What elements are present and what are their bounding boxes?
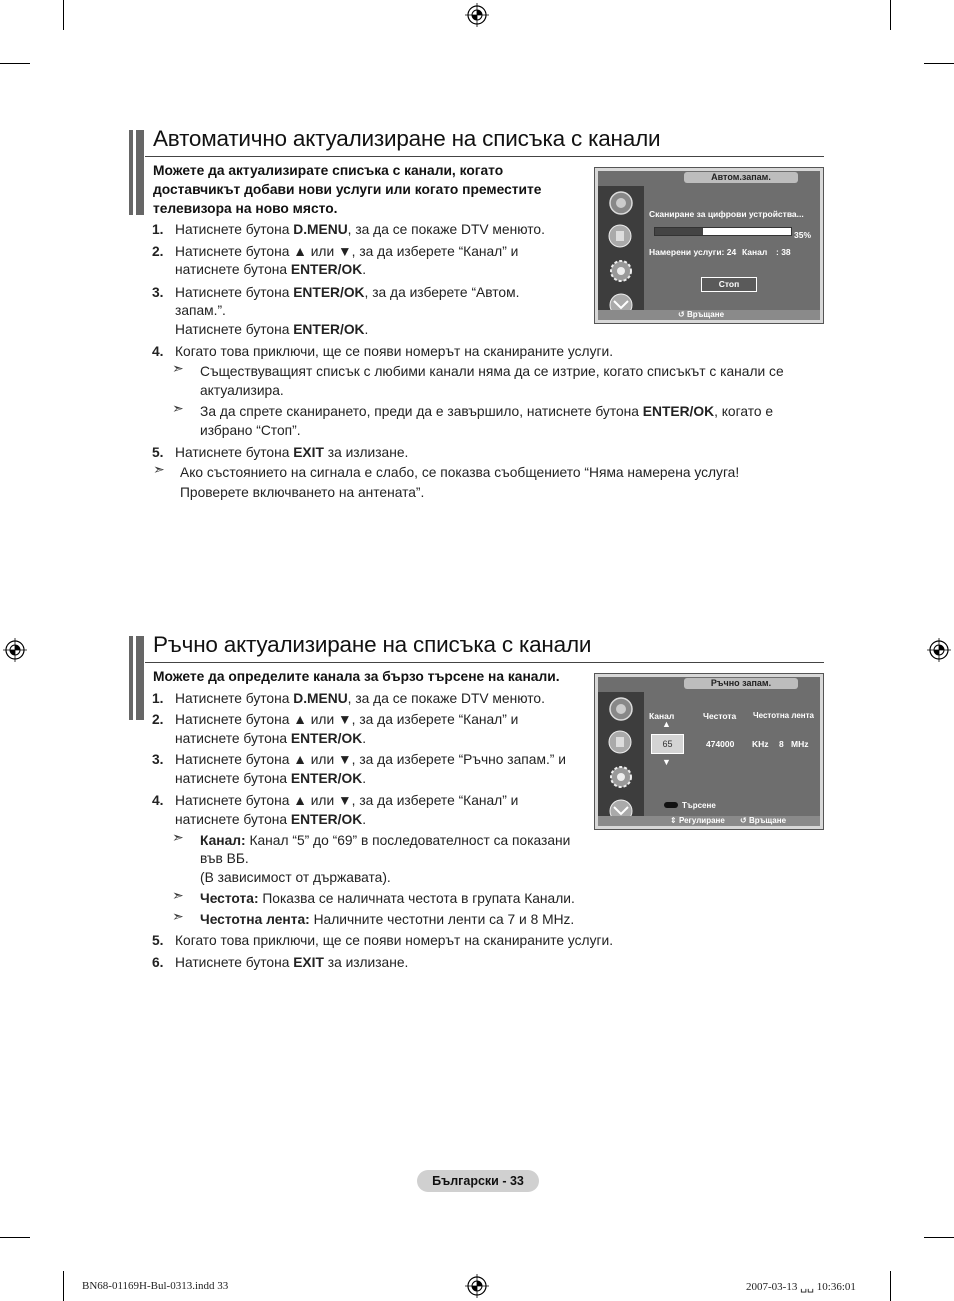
registration-mark-icon [465, 3, 489, 27]
setup-menu-icon [606, 763, 636, 791]
setup-menu-icon [606, 257, 636, 285]
progress-bar [654, 227, 792, 236]
crop-mark [63, 1271, 64, 1301]
step-text: запам.”. [175, 303, 226, 318]
footer-date: 2007-03-13 ␣␣ 10:36:01 [746, 1281, 856, 1293]
adjust-hint: ⇕ Регулиране [670, 816, 725, 825]
note-text: във ВБ. [200, 851, 249, 866]
section-title: Ръчно актуализиране на списъка с канали [153, 632, 592, 657]
step-number: 5. [152, 445, 164, 460]
frequency-value: 474000 [706, 739, 735, 749]
note-text: (В зависимост от държавата). [200, 870, 391, 885]
step-number: 3. [152, 752, 164, 767]
step-text: Натиснете бутона ENTER/OK, за да изберете “Автом. [175, 285, 520, 300]
page-number: Български - 33 [417, 1170, 539, 1192]
footer-file: BN68-01169H-Bul-0313.indd 33 [82, 1280, 229, 1292]
note-text: актуализира. [200, 383, 284, 398]
progress-label: 35% [794, 230, 812, 240]
note-text: Канал: Канал “5” до “69” в последователност са показани [200, 833, 571, 848]
note-text: Честота: Показва се наличната честота в групата Канали. [200, 891, 575, 906]
step-number: 1. [152, 691, 164, 706]
crop-mark [890, 1271, 891, 1301]
menu-footer [598, 310, 820, 320]
picture-menu-icon [606, 695, 636, 723]
step-text: Когато това приключи, ще се появи номерът на сканираните услуги. [175, 933, 614, 948]
step-number: 1. [152, 222, 164, 237]
channel-label: Канал [742, 247, 768, 257]
found-services: Намерени услуги: 24 [649, 247, 737, 257]
bandwidth-unit: MHz [791, 739, 809, 749]
section-intro: Можете да актуализирате списъка с канали, когато доставчикът добави нови услуги или когато преместите телевизора на ново място. [153, 163, 542, 216]
section-title: Автоматично актуализиране на списъка с канали [153, 126, 661, 151]
crop-mark [0, 1237, 30, 1238]
search-hint: Търсене [682, 801, 716, 810]
bandwidth-value: 8 [779, 739, 784, 749]
stop-button[interactable]: Стоп [701, 277, 757, 292]
note-text: избрано “Стоп”. [200, 423, 301, 438]
section-rule [145, 662, 824, 663]
column-bandwidth: Честотна лента [753, 711, 814, 720]
tv-menu-auto-store [594, 167, 824, 324]
crop-mark [890, 0, 891, 30]
section-accent-bar [129, 130, 144, 215]
channel-value-field[interactable]: 65 [651, 734, 684, 754]
step-text: Натиснете бутона D.MENU, за да се покаже DTV менюто. [175, 691, 545, 706]
step-number: 6. [152, 955, 164, 970]
arrow-up-icon[interactable]: ▲ [662, 719, 671, 729]
crop-mark [924, 63, 954, 64]
frequency-unit: KHz [752, 739, 769, 749]
sound-menu-icon [606, 223, 636, 251]
step-text: Натиснете бутона EXIT за излизане. [175, 445, 409, 460]
sound-menu-icon [606, 729, 636, 757]
registration-mark-icon [3, 638, 27, 662]
menu-footer [598, 816, 820, 826]
menu-sidebar [598, 692, 644, 816]
menu-title: Автом.запам. [684, 172, 798, 183]
step-text: Натиснете бутона ▲ или ▼, за да изберете “Ръчно запам.” и [175, 752, 566, 767]
note-text: Проверете включването на антената”. [180, 485, 425, 500]
channel-value: : 38 [776, 247, 791, 257]
step-number: 5. [152, 933, 164, 948]
note-arrow-icon: ➣ [172, 400, 184, 416]
column-frequency: Честота [703, 711, 737, 721]
crop-mark [924, 1237, 954, 1238]
note-arrow-icon: ➣ [172, 887, 184, 903]
step-text: натиснете бутона ENTER/OK. [175, 731, 367, 746]
menu-title: Ръчно запам. [684, 678, 798, 689]
column-channel: Канал [649, 711, 675, 721]
note-arrow-icon: ➣ [172, 360, 184, 376]
red-button-icon [664, 802, 678, 808]
step-text: Натиснете бутона ENTER/OK. [175, 322, 369, 337]
registration-mark-icon [927, 638, 951, 662]
tv-menu-manual-store [594, 673, 824, 830]
note-arrow-icon: ➣ [153, 461, 165, 477]
crop-mark [0, 63, 30, 64]
step-text: Натиснете бутона EXIT за излизане. [175, 955, 409, 970]
step-number: 2. [152, 244, 164, 259]
step-number: 4. [152, 793, 164, 808]
step-text: Натиснете бутона ▲ или ▼, за да изберете “Канал” и [175, 244, 519, 259]
crop-mark [63, 0, 64, 30]
note-arrow-icon: ➣ [172, 829, 184, 845]
section-rule [145, 156, 824, 157]
step-number: 3. [152, 285, 164, 300]
step-text: Натиснете бутона D.MENU, за да се покаже DTV менюто. [175, 222, 545, 237]
return-hint: ↺ Връщане [678, 310, 725, 319]
step-text: натиснете бутона ENTER/OK. [175, 262, 367, 277]
note-arrow-icon: ➣ [172, 908, 184, 924]
step-text: Натиснете бутона ▲ или ▼, за да изберете “Канал” и [175, 793, 519, 808]
picture-menu-icon [606, 189, 636, 217]
step-text: Когато това приключи, ще се появи номерът на сканираните услуги. [175, 344, 614, 359]
section-intro: Можете да определите канала за бързо търсене на канали. [153, 669, 560, 684]
return-hint: ↺ Връщане [740, 816, 787, 825]
step-text: натиснете бутона ENTER/OK. [175, 812, 367, 827]
scan-status: Сканиране за цифрови устройства... [649, 209, 804, 219]
note-text: Съществуващият списък с любими канали няма да се изтрие, когато списъкът с канали се [200, 364, 784, 379]
note-text: За да спрете сканирането, преди да е завършило, натиснете бутона ENTER/OK, когато е [200, 404, 774, 419]
arrow-down-icon[interactable]: ▼ [662, 757, 671, 767]
step-text: натиснете бутона ENTER/OK. [175, 771, 367, 786]
step-number: 4. [152, 344, 164, 359]
step-text: Натиснете бутона ▲ или ▼, за да изберете “Канал” и [175, 712, 519, 727]
registration-mark-icon [465, 1274, 489, 1298]
note-text: Честотна лента: Наличните честотни ленти са 7 и 8 MHz. [200, 912, 575, 927]
menu-sidebar [598, 186, 644, 310]
step-number: 2. [152, 712, 164, 727]
note-text: Ако състоянието на сигнала е слабо, се показва съобщението “Няма намерена услуга! [180, 465, 740, 480]
section-accent-bar [129, 636, 144, 720]
